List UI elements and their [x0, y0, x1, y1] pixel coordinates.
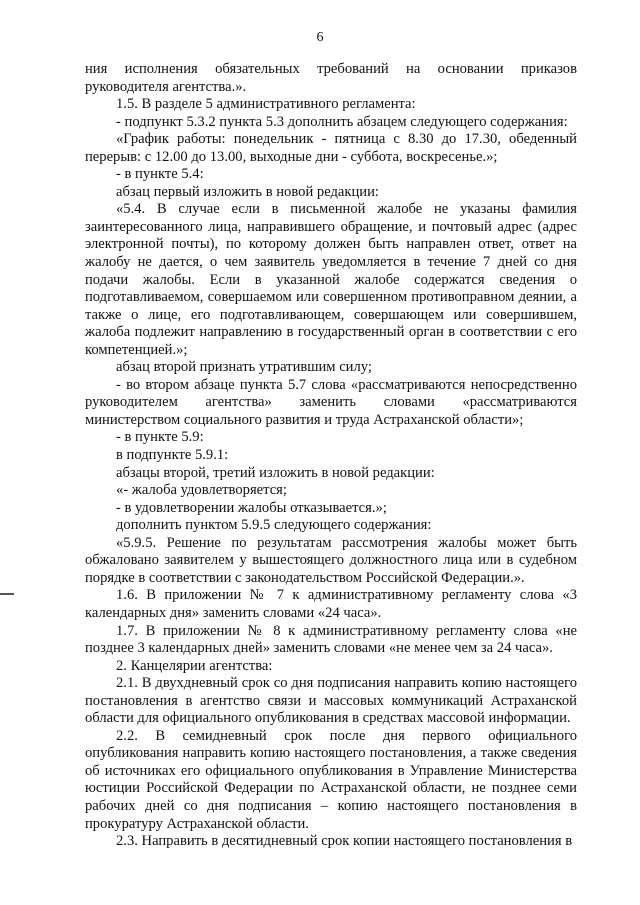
page-number: 6 [316, 30, 324, 45]
paragraph: 1.5. В разделе 5 административного регламента: [116, 96, 416, 113]
paragraph: «5.4. В случае если в письменной жалобе не указаны фамилия заинтересованного лица, направившего обращение, и почтовый адрес (адрес электронной почты), по которому должен быть направлен ответ, ответ на жалобу не дается, о чем заявитель уведомляется в течение 7 дней со дня подачи жалобы. Если в указанной жалобе содержатся сведения о подготавливаемом, совершаемом или совершенном противоправном деянии, а также о лице, его подготавливающем, совершающем или совершившем, жалоба подлежит направлению в государственный орган в соответствии с его компетенцией.»; [85, 201, 577, 358]
paragraph: 2.1. В двухдневный срок со дня подписания направить копию настоящего постановления в агентство связи и массовых коммуникаций Астраханской области для официального опубликования в средствах массовой информации. [85, 675, 577, 727]
paragraph: дополнить пунктом 5.9.5 следующего содержания: [116, 517, 432, 534]
paragraph: абзацы второй, третий изложить в новой редакции: [116, 464, 435, 481]
paragraph: - во втором абзаце пункта 5.7 слова «рассматриваются непосредственно руководителем агентства» заменить словами «рассматриваются министерством социального развития и труда Астраханской области»; [85, 376, 577, 428]
document-body [85, 61, 577, 851]
paragraph: - подпункт 5.3.2 пункта 5.3 дополнить абзацем следующего содержания: [116, 113, 568, 130]
paragraph: - в пункте 5.9: [116, 429, 204, 446]
paragraph: - в пункте 5.4: [116, 166, 204, 183]
paragraph: «5.9.5. Решение по результатам рассмотрения жалобы может быть обжаловано заявителем у вышестоящего должностного лица или в судебном порядке в соответствии с законодательством Российской Федерации.». [85, 534, 577, 586]
paragraph: 2.3. Направить в десятидневный срок копии настоящего постановления в [116, 833, 573, 850]
paragraph: ния исполнения обязательных требований на основании приказов руководителя агентства.». [85, 61, 577, 95]
paragraph: 2. Канцелярии агентства: [116, 657, 273, 674]
paragraph: 1.7. В приложении № 8 к административному регламенту слова «не позднее 3 календарных дней» заменить словами «не менее чем за 24 часа». [85, 622, 577, 657]
paragraph: «- жалоба удовлетворяется; [116, 482, 287, 499]
paragraph: абзац первый изложить в новой редакции: [116, 183, 379, 200]
paragraph: 1.6. В приложении № 7 к административному регламенту слова «3 календарных дня» заменить словами «24 часа». [85, 587, 577, 621]
margin-mark [0, 593, 14, 595]
paragraph: в подпункте 5.9.1: [116, 447, 229, 464]
paragraph: абзац второй признать утратившим силу; [116, 359, 372, 376]
paragraph: - в удовлетворении жалобы отказывается.»; [116, 499, 387, 516]
paragraph: 2.2. В семидневный срок после дня первого официального опубликования направить копию настоящего постановления, а также сведения об источниках его официального опубликования в Управление Министерства юстиции Российской Федерации по Астраханской области, не позднее семи рабочих дней со дня подписания – копию настоящего постановления в прокуратуру Астраханской области. [85, 727, 577, 832]
paragraph: «График работы: понедельник - пятница с 8.30 до 17.30, обеденный перерыв: с 12.00 до 13.00, выходные дни - суббота, воскресенье.»; [85, 131, 577, 165]
